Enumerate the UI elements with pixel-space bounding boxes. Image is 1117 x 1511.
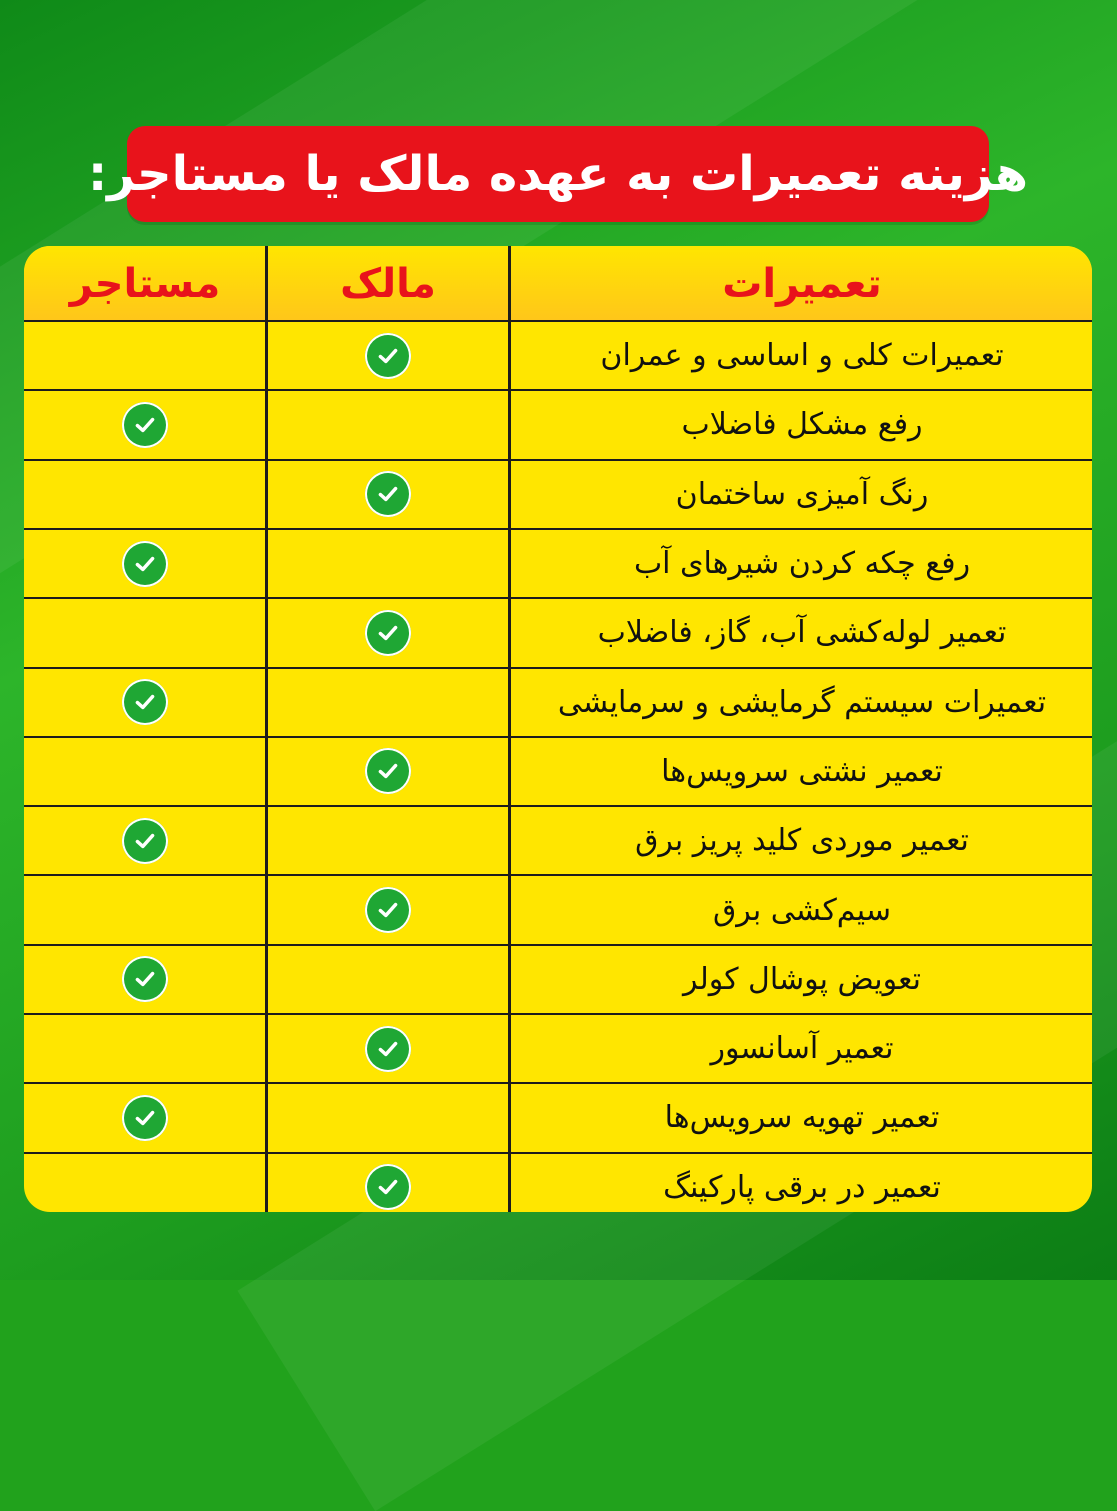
repair-item-label: تعمیرات کلی و اساسی و عمران — [600, 338, 1004, 374]
table-row — [512, 737, 1092, 806]
table-row — [512, 598, 1092, 667]
check-circle-icon — [122, 818, 168, 864]
check-circle-icon — [122, 956, 168, 1002]
header-owner — [267, 246, 509, 321]
table-row — [512, 460, 1092, 529]
owner-check-cell — [358, 1014, 418, 1083]
repair-item-label: سیم‌کشی برق — [713, 892, 891, 928]
owner-check-cell — [358, 1153, 418, 1212]
repair-item-label: تعمیر آسانسور — [710, 1031, 894, 1067]
check-circle-icon — [122, 541, 168, 587]
owner-check-cell — [358, 737, 418, 806]
check-circle-icon — [365, 1026, 411, 1072]
tenant-check-cell — [115, 668, 175, 737]
table-row — [512, 1153, 1092, 1212]
check-circle-icon — [365, 471, 411, 517]
page-title: هزینه تعمیرات به عهده مالک یا مستاجر: — [87, 146, 1029, 202]
header-owner-label: مالک — [340, 260, 436, 307]
table-row — [512, 390, 1092, 459]
tenant-check-cell — [115, 390, 175, 459]
repair-item-label: تعمیرات سیستم گرمایشی و سرمایشی — [557, 684, 1047, 720]
header-tenant-label: مستاجر — [69, 260, 221, 307]
table-row — [512, 668, 1092, 737]
repair-item-label: تعمیر لوله‌کشی آب، گاز، فاضلاب — [597, 615, 1007, 651]
table-row — [512, 945, 1092, 1014]
table-row — [512, 321, 1092, 390]
owner-check-cell — [358, 875, 418, 944]
table-row — [512, 1083, 1092, 1152]
check-circle-icon — [365, 748, 411, 794]
repair-item-label: رفع مشکل فاضلاب — [681, 407, 923, 443]
tenant-check-cell — [115, 1083, 175, 1152]
table-row — [512, 529, 1092, 598]
header-repairs-label: تعمیرات — [722, 260, 882, 307]
table-row — [512, 1014, 1092, 1083]
check-circle-icon — [122, 1095, 168, 1141]
title-banner — [87, 126, 1029, 222]
check-circle-icon — [365, 610, 411, 656]
header-tenant — [24, 246, 266, 321]
repair-item-label: تعویض پوشال کولر — [683, 961, 921, 997]
repairs-table — [24, 246, 1092, 1212]
table-row — [512, 806, 1092, 875]
repair-item-label: تعمیر در برقی پارکینگ — [663, 1169, 941, 1205]
repair-item-label: رفع چکه کردن شیرهای آب — [633, 546, 971, 582]
repair-item-label: تعمیر موردی کلید پریز برق — [635, 823, 969, 859]
owner-check-cell — [358, 460, 418, 529]
table-row — [512, 875, 1092, 944]
tenant-check-cell — [115, 806, 175, 875]
repair-item-label: رنگ آمیزی ساختمان — [675, 476, 929, 512]
repair-item-label: تعمیر تهویه سرویس‌ها — [664, 1100, 940, 1136]
header-repairs — [512, 246, 1092, 321]
tenant-check-cell — [115, 529, 175, 598]
check-circle-icon — [122, 402, 168, 448]
check-circle-icon — [365, 1164, 411, 1210]
tenant-check-cell — [115, 945, 175, 1014]
repair-item-label: تعمیر نشتی سرویس‌ها — [661, 753, 943, 789]
check-circle-icon — [365, 887, 411, 933]
owner-check-cell — [358, 321, 418, 390]
owner-check-cell — [358, 598, 418, 667]
check-circle-icon — [365, 333, 411, 379]
check-circle-icon — [122, 679, 168, 725]
